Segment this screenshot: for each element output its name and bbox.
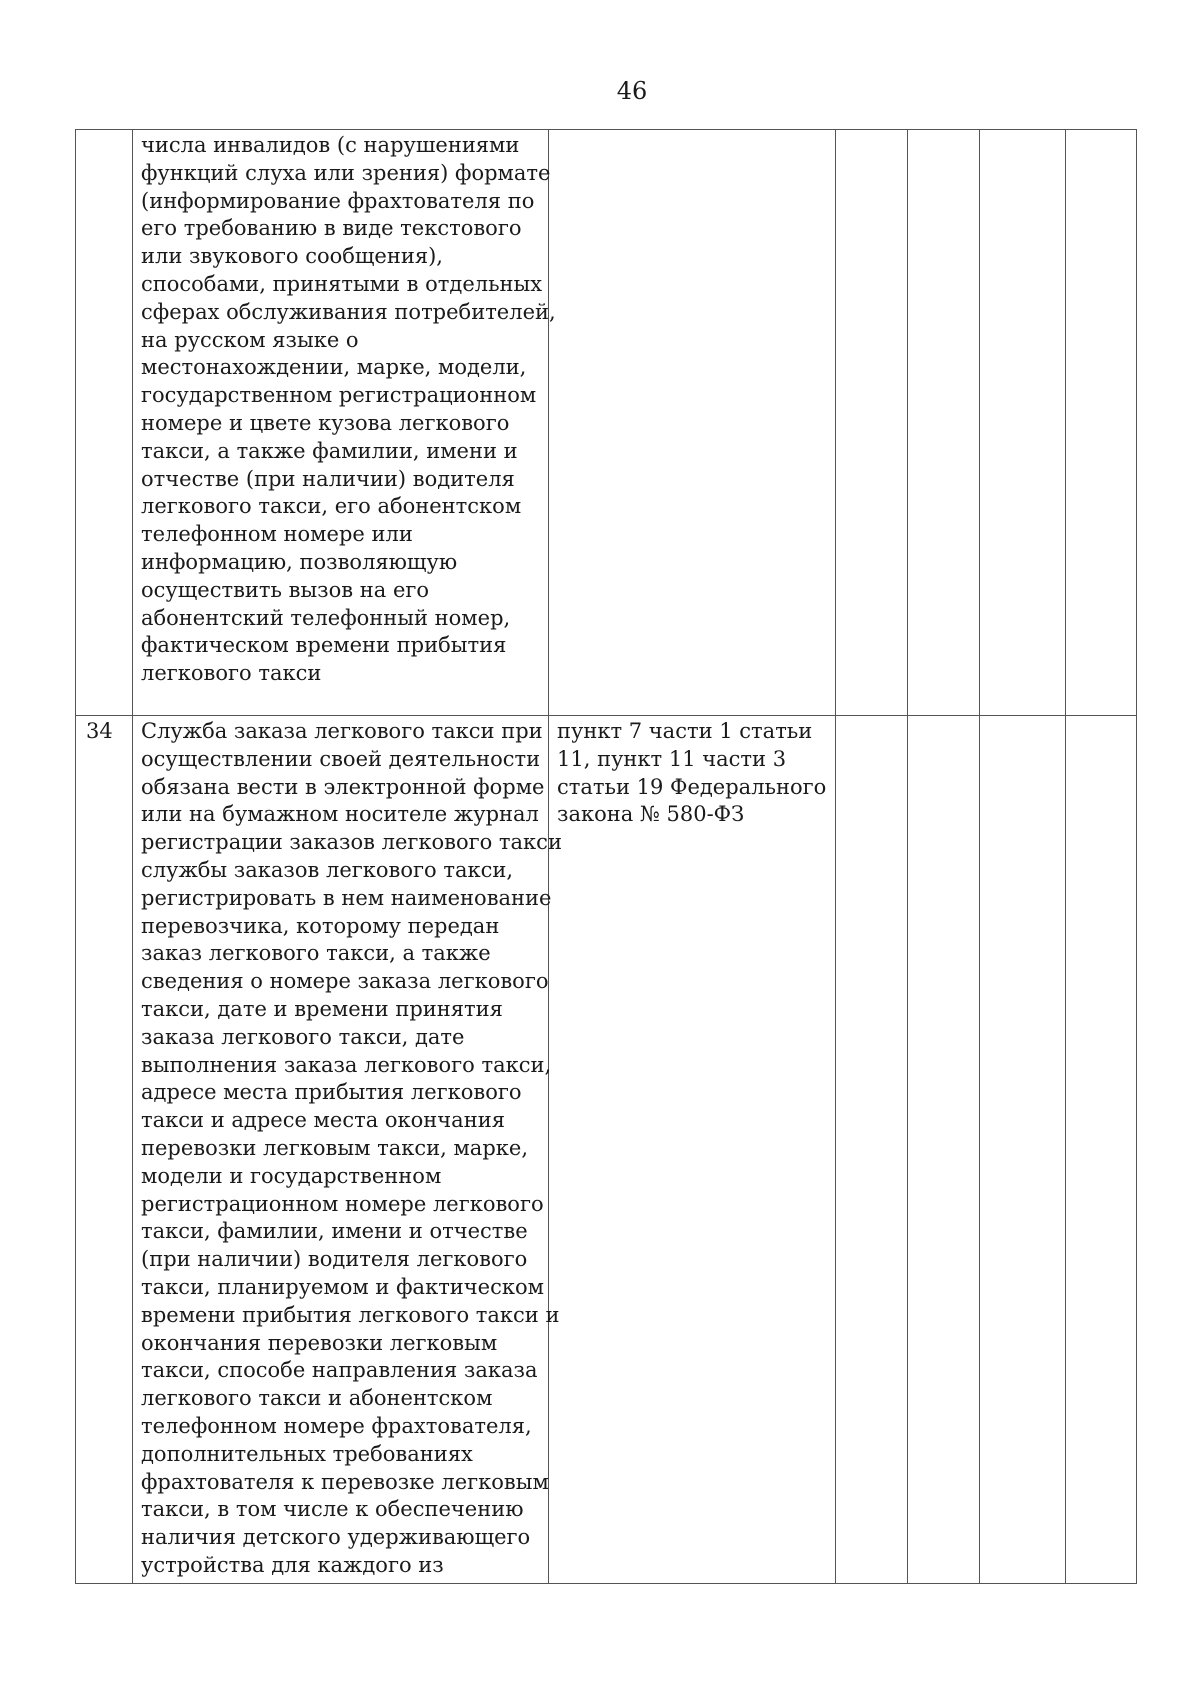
- requirement-line: заказ легкового такси, а также: [141, 941, 491, 966]
- requirement-line: такси, планируемом и фактическом: [141, 1274, 544, 1299]
- reference-line: пункт 7 части 1 статьи: [557, 719, 813, 743]
- requirement-line: легкового такси и абонентском: [141, 1386, 493, 1411]
- requirement-line: заказа легкового такси, дате: [141, 1024, 465, 1049]
- empty-cell: [836, 716, 908, 1584]
- requirement-line: сведения о номере заказа легкового: [141, 969, 549, 994]
- reference-line: статьи 19 Федерального: [557, 774, 827, 799]
- row-number: 34: [86, 719, 113, 743]
- row-number-cell: [76, 130, 133, 716]
- requirement-line: абонентский телефонный номер,: [141, 605, 511, 630]
- requirement-line: сферах обслуживания потребителей,: [141, 299, 556, 324]
- reference-cell: [549, 716, 836, 1584]
- table-row: [76, 716, 1137, 1584]
- requirement-line: такси и адресе места окончания: [141, 1108, 505, 1133]
- requirement-line: такси, а также фамилии, имени и: [141, 438, 518, 463]
- requirement-line: такси, дате и времени принятия: [141, 996, 503, 1021]
- requirement-line: дополнительных требованиях: [141, 1441, 473, 1466]
- requirement-line: времени прибытия легкового такси и: [141, 1302, 560, 1327]
- requirement-line: осуществить вызов на его: [141, 577, 430, 602]
- empty-cell: [908, 130, 980, 716]
- empty-cell: [980, 130, 1066, 716]
- requirement-line: такси, фамилии, имени и отчестве: [141, 1219, 528, 1244]
- reference-line: закона № 580-ФЗ: [557, 802, 745, 827]
- requirement-line: обязана вести в электронной форме: [141, 774, 545, 799]
- requirement-line: легкового такси: [141, 661, 322, 686]
- requirement-line: перевозки легковым такси, марке,: [141, 1135, 528, 1160]
- requirement-line: (при наличии) водителя легкового: [141, 1247, 528, 1272]
- requirement-line: службы заказов легкового такси,: [141, 857, 514, 882]
- requirement-line: такси, способе направления заказа: [141, 1358, 538, 1383]
- requirement-line: информацию, позволяющую: [141, 549, 458, 574]
- requirement-line: отчестве (при наличии) водителя: [141, 466, 515, 491]
- empty-cell: [980, 716, 1066, 1584]
- requirement-line: перевозчика, которому передан: [141, 913, 500, 938]
- requirement-line: телефонном номере или: [141, 522, 413, 547]
- page-number: 46: [616, 77, 648, 105]
- requirement-line: фактическом времени прибытия: [141, 633, 507, 658]
- empty-cell: [1066, 716, 1137, 1584]
- reference-line: 11, пункт 11 части 3: [557, 746, 787, 771]
- requirement-line: числа инвалидов (с нарушениями: [141, 133, 520, 157]
- requirement-line: такси, в том числе к обеспечению: [141, 1497, 524, 1522]
- row-number-cell: [76, 716, 133, 1584]
- empty-cell: [908, 716, 980, 1584]
- requirement-line: на русском языке о: [141, 327, 359, 352]
- requirement-line: или на бумажном носителе журнал: [141, 802, 539, 827]
- requirement-line: устройства для каждого из: [141, 1552, 444, 1577]
- requirement-line: Служба заказа легкового такси при: [141, 719, 543, 743]
- requirement-line: легкового такси, его абонентском: [141, 494, 522, 519]
- requirement-line: функций слуха или зрения) формате: [141, 160, 551, 185]
- empty-cell: [1066, 130, 1137, 716]
- requirement-cell: [133, 130, 556, 716]
- requirement-line: его требованию в виде текстового: [141, 216, 522, 241]
- requirement-line: наличия детского удерживающего: [141, 1525, 531, 1550]
- requirement-line: регистрации заказов легкового такси: [141, 830, 562, 855]
- requirement-line: местонахождении, марке, модели,: [141, 355, 527, 380]
- requirement-line: осуществлении своей деятельности: [141, 746, 541, 771]
- requirement-line: телефонном номере фрахтователя,: [141, 1413, 532, 1438]
- requirement-line: регистрировать в нем наименование: [141, 885, 552, 910]
- table-row: [76, 130, 1137, 716]
- requirements-table: [75, 129, 1137, 1584]
- requirement-line: или звукового сообщения),: [141, 244, 443, 269]
- reference-cell: [549, 130, 836, 716]
- requirement-line: государственном регистрационном: [141, 383, 537, 408]
- requirement-line: регистрационном номере легкового: [141, 1191, 544, 1216]
- requirement-line: способами, принятыми в отдельных: [141, 271, 543, 296]
- requirement-line: модели и государственном: [141, 1163, 442, 1188]
- requirement-line: выполнения заказа легкового такси,: [141, 1052, 552, 1077]
- requirement-line: номере и цвете кузова легкового: [141, 410, 510, 435]
- empty-cell: [836, 130, 908, 716]
- requirement-line: окончания перевозки легковым: [141, 1330, 498, 1355]
- requirement-line: фрахтователя к перевозке легковым: [141, 1469, 549, 1494]
- requirement-cell: [133, 716, 562, 1584]
- requirement-line: (информирование фрахтователя по: [141, 188, 535, 213]
- requirement-line: адресе места прибытия легкового: [141, 1080, 522, 1105]
